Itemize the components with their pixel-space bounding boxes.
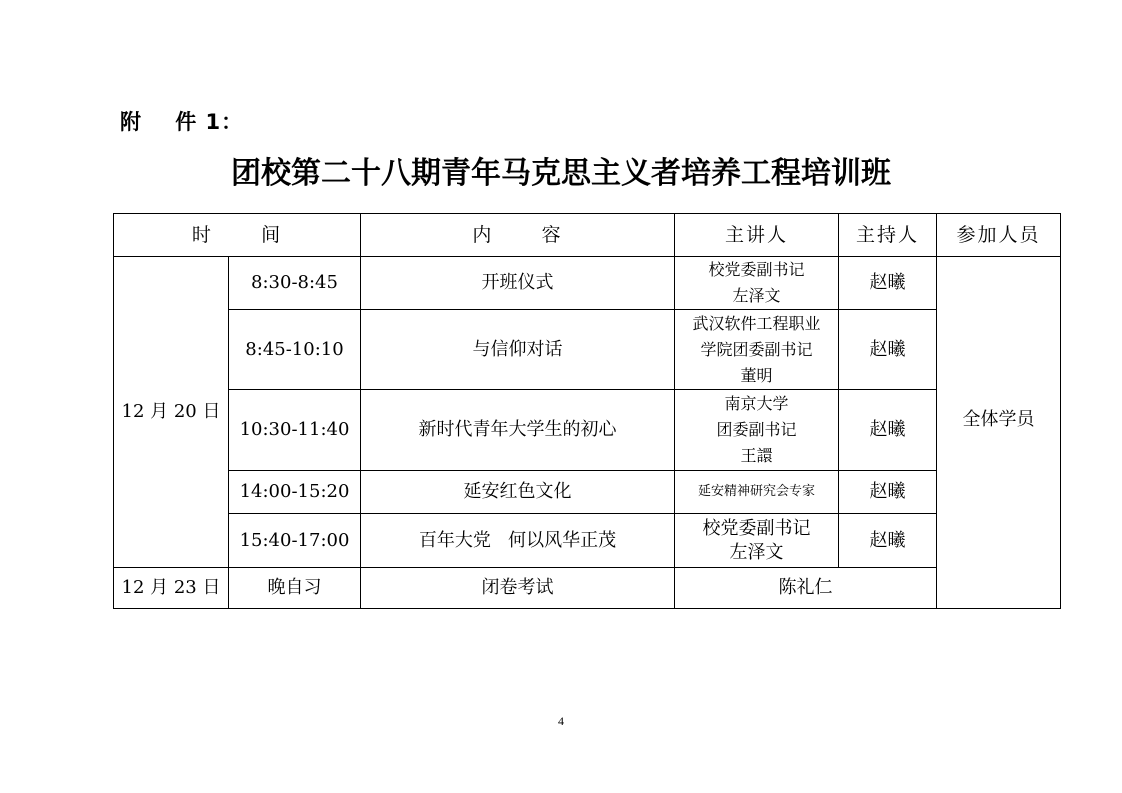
session-content: 开班仪式 xyxy=(361,257,675,310)
document-title: 团校第二十八期青年马克思主义者培养工程培训班 xyxy=(231,156,891,191)
speaker-line: 左泽文 xyxy=(729,541,784,563)
session-content: 新时代青年大学生的初心 xyxy=(361,390,675,471)
day2-content: 闭卷考试 xyxy=(361,568,675,609)
header-time: 时 间 xyxy=(114,214,361,257)
speaker-line: 校党委副书记 xyxy=(708,260,805,279)
speaker-line: 左泽文 xyxy=(732,286,781,305)
session-time: 10:30-11:40 xyxy=(229,390,361,471)
day2-speaker: 陈礼仁 xyxy=(675,568,937,609)
session-host: 赵曦 xyxy=(839,390,937,471)
session-host: 赵曦 xyxy=(839,310,937,390)
session-time: 15:40-17:00 xyxy=(229,514,361,568)
session-time: 14:00-15:20 xyxy=(229,471,361,514)
day2-time: 晚自习 xyxy=(229,568,361,609)
speaker-line: 王譞 xyxy=(740,446,773,465)
session-speaker xyxy=(675,390,839,471)
page-number: 4 xyxy=(558,714,564,728)
attachment-label: 附 件 1： xyxy=(120,110,244,134)
table-header-row xyxy=(114,214,1061,257)
schedule-table xyxy=(113,213,1061,609)
table-row xyxy=(114,471,1061,514)
session-speaker xyxy=(675,310,839,390)
table-row xyxy=(114,568,1061,609)
speaker-line: 学院团委副书记 xyxy=(700,339,813,359)
day1-date: 12 月 20 日 xyxy=(114,257,229,568)
session-host: 赵曦 xyxy=(839,471,937,514)
speaker-line: 延安精神研究会专家 xyxy=(697,484,815,499)
table-row xyxy=(114,257,1061,310)
table-row xyxy=(114,390,1061,471)
session-content: 与信仰对话 xyxy=(361,310,675,390)
session-content: 百年大党 何以风华正茂 xyxy=(361,514,675,568)
session-time: 8:45-10:10 xyxy=(229,310,361,390)
speaker-line: 团委副书记 xyxy=(716,420,797,439)
header-speaker: 主讲人 xyxy=(675,214,839,257)
session-time: 8:30-8:45 xyxy=(229,257,361,310)
session-host: 赵曦 xyxy=(839,514,937,568)
header-content: 内 容 xyxy=(361,214,675,257)
session-speaker xyxy=(675,471,839,514)
header-participants: 参加人员 xyxy=(937,214,1061,257)
day1-participants: 全体学员 xyxy=(937,257,1061,609)
speaker-line: 南京大学 xyxy=(724,394,789,413)
session-host: 赵曦 xyxy=(839,257,937,310)
session-speaker xyxy=(675,514,839,568)
table-row xyxy=(114,310,1061,390)
session-speaker xyxy=(675,257,839,310)
header-host: 主持人 xyxy=(839,214,937,257)
speaker-line: 武汉软件工程职业 xyxy=(692,313,821,333)
session-content: 延安红色文化 xyxy=(361,471,675,514)
table-row xyxy=(114,514,1061,568)
speaker-line: 董明 xyxy=(740,365,773,385)
speaker-line: 校党委副书记 xyxy=(702,517,811,539)
day2-date: 12 月 23 日 xyxy=(114,568,229,609)
